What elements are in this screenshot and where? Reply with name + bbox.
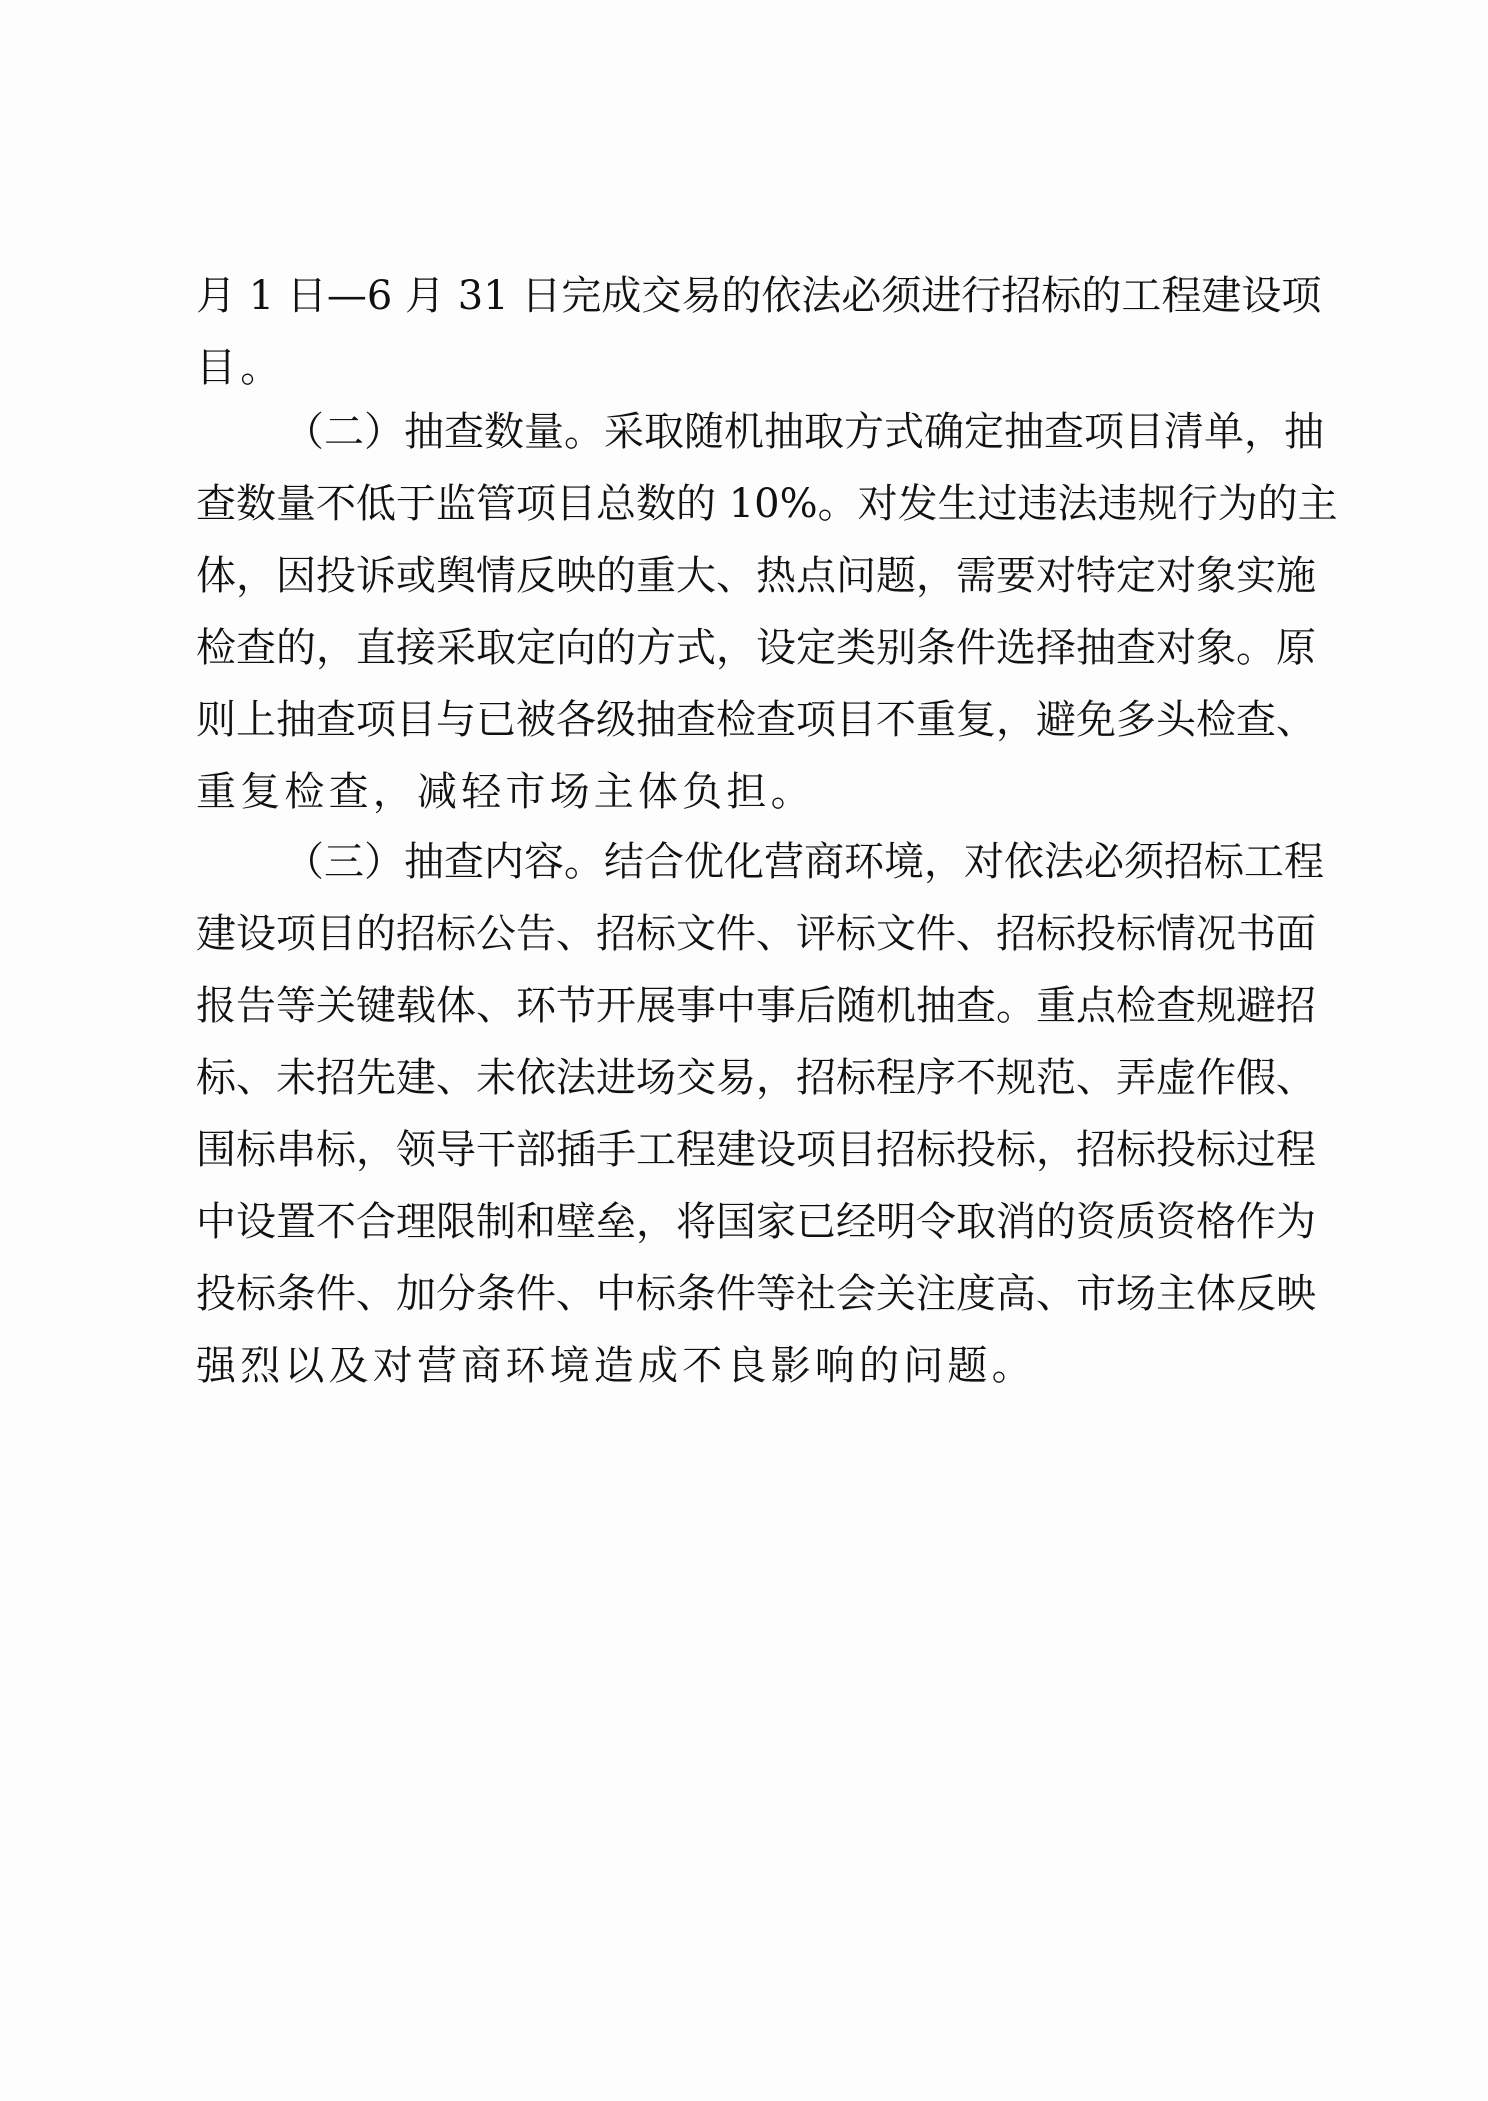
paragraph-line: 中设置不合理限制和壁垒，将国家已经明令取消的资质资格作为 xyxy=(196,1199,1316,1245)
paragraph-line: 围标串标，领导干部插手工程建设项目招标投标，招标投标过程 xyxy=(196,1127,1316,1173)
paragraph-line: 强烈以及对营商环境造成不良影响的问题。 xyxy=(196,1343,1036,1389)
paragraph-line: 重复检查，减轻市场主体负担。 xyxy=(196,769,815,815)
paragraph-line: （三）抽查内容。结合优化营商环境，对依法必须招标工程 xyxy=(284,839,1324,885)
paragraph-line: 体，因投诉或舆情反映的重大、热点问题，需要对特定对象实施 xyxy=(196,553,1316,599)
paragraph-line: 标、未招先建、未依法进场交易，招标程序不规范、弄虚作假、 xyxy=(196,1055,1316,1101)
paragraph-line: 报告等关键载体、环节开展事中事后随机抽查。重点检查规避招 xyxy=(196,983,1316,1029)
paragraph-line: 检查的，直接采取定向的方式，设定类别条件选择抽查对象。原 xyxy=(196,625,1316,671)
paragraph-line: 月 1 日—6 月 31 日完成交易的依法必须进行招标的工程建设项 xyxy=(196,273,1322,319)
paragraph-line: 投标条件、加分条件、中标条件等社会关注度高、市场主体反映 xyxy=(196,1271,1316,1317)
paragraph-line: 目。 xyxy=(196,345,285,391)
paragraph-line: 则上抽查项目与已被各级抽查检查项目不重复，避免多头检查、 xyxy=(196,697,1316,743)
paragraph-line: 查数量不低于监管项目总数的 10%。对发生过违法违规行为的主 xyxy=(196,481,1338,527)
paragraph-line: （二）抽查数量。采取随机抽取方式确定抽查项目清单，抽 xyxy=(284,409,1324,455)
paragraph-line: 建设项目的招标公告、招标文件、评标文件、招标投标情况书面 xyxy=(196,911,1316,957)
